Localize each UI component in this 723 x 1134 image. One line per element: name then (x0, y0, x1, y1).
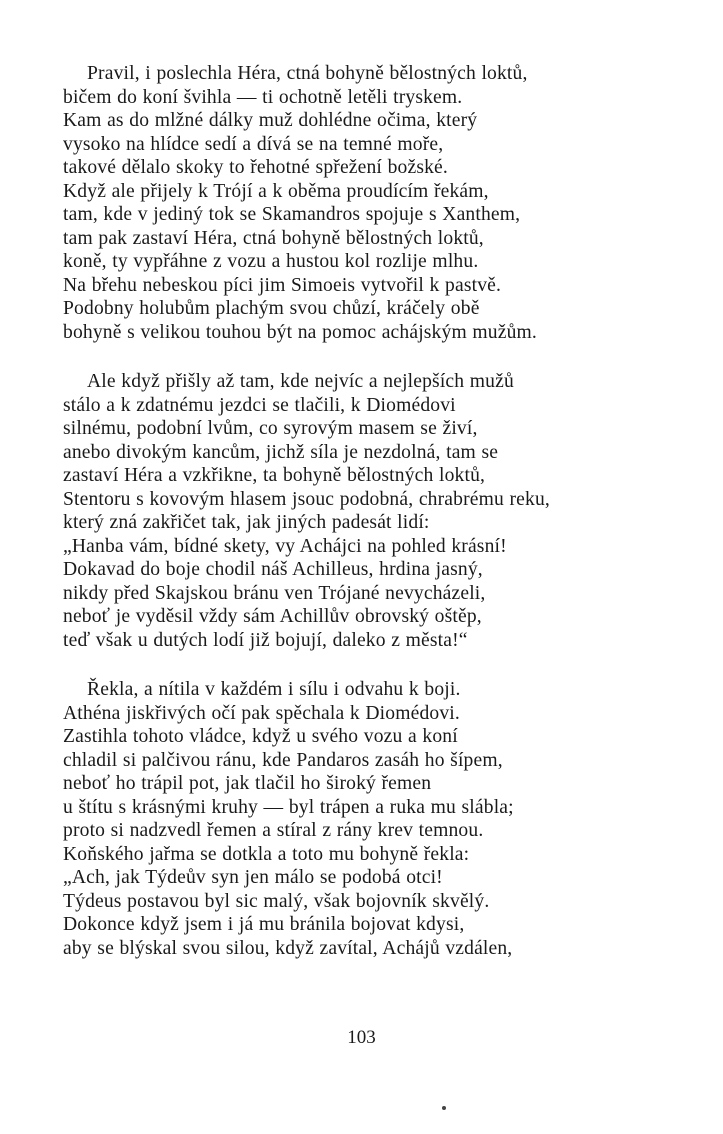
verse-line: bičem do koní švihla — ti ochotně letěli tryskem. (63, 86, 463, 108)
verse-line: anebo divokým kancům, jichž síla je nezdolná, tam se (63, 441, 499, 463)
stanza-3 (63, 678, 703, 960)
verse-line: Stentoru s kovovým hlasem jsouc podobná, chrabrému reku, (63, 488, 550, 510)
verse-line: tam, kde v jediný tok se Skamandros spojuje s Xanthem, (63, 204, 521, 225)
verse-line: stálo a k zdatnému jezdci se tlačili, k Diomédovi (63, 394, 456, 416)
print-speck (442, 1106, 446, 1110)
verse-line: proto si nadzvedl řemen a stíral z rány krev temnou. (63, 820, 484, 841)
stanza-2 (63, 370, 703, 652)
verse-line: Athéna jiskřivých očí pak spěchala k Diomédovi. (63, 702, 460, 724)
page-number: 103 (347, 1027, 376, 1048)
verse-line: teď však u dutých lodí již bojují, daleko z města!“ (63, 629, 468, 651)
verse-line: Dokavad do boje chodil náš Achilleus, hrdina jasný, (63, 559, 483, 580)
verse-line: koně, ty vypřáhne z vozu a hustou kol rozlije mlhu. (63, 251, 479, 272)
verse-line: neboť je vyděsil vždy sám Achillův obrovský oštěp, (63, 606, 482, 627)
verse-line: Podobny holubům plachým svou chůzí, kráčely obě (63, 298, 480, 319)
verse-line: Na břehu nebeskou píci jim Simoeis vytvořil k pastvě. (63, 274, 502, 296)
page-body (63, 62, 703, 960)
verse-line: bohyně s velikou touhou být na pomoc achájským mužům. (63, 321, 537, 343)
verse-line: který zná zakřičet tak, jak jiných padesát lidí: (63, 512, 430, 533)
verse-line: Koňského jařma se dotkla a toto mu bohyně řekla: (63, 843, 470, 865)
verse-line: Ale když přišly až tam, kde nejvíc a nejlepších mužů (87, 371, 514, 392)
verse-line: Dokonce když jsem i já mu bránila bojovat kdysi, (63, 914, 465, 935)
verse-line: „Ach, jak Týdeův syn jen málo se podobá otci! (63, 867, 443, 888)
verse-line: silnému, podobní lvům, co syrovým masem se živí, (63, 418, 478, 439)
verse-line: Zastihla tohoto vládce, když u svého vozu a koní (63, 726, 458, 747)
verse-line: Když ale přijely k Trójí a k oběma proudícím řekám, (63, 180, 489, 202)
verse-line: zastaví Héra a vzkřikne, ta bohyně bělostných loktů, (63, 465, 486, 486)
stanza-1 (63, 62, 703, 344)
verse-line: neboť ho trápil pot, jak tlačil ho široký řemen (63, 773, 432, 794)
verse-line: Pravil, i poslechla Héra, ctná bohyně bělostných loktů, (87, 63, 528, 84)
verse-line: Řekla, a nítila v každém i sílu i odvahu k boji. (87, 679, 461, 700)
verse-line: nikdy před Skajskou bránu ven Trójané nevycházeli, (63, 582, 486, 604)
verse-line: vysoko na hlídce sedí a dívá se na temné moře, (63, 133, 444, 155)
verse-line: u štítu s krásnými kruhy — byl trápen a ruka mu slábla; (63, 796, 514, 818)
verse-line: Kam as do mlžné dálky muž dohlédne očima, který (63, 110, 478, 131)
verse-line: takové dělalo skoky to řehotné spřežení božské. (63, 157, 448, 178)
verse-line: „Hanba vám, bídné skety, vy Achájci na pohled krásní! (63, 535, 507, 557)
verse-line: Týdeus postavou byl sic malý, však bojovník skvělý. (63, 890, 490, 912)
verse-line: chladil si palčivou ránu, kde Pandaros zasáh ho šípem, (63, 749, 503, 771)
verse-line: tam pak zastaví Héra, ctná bohyně bělostných loktů, (63, 227, 484, 249)
verse-line: aby se blýskal svou silou, když zavítal, Achájů vzdálen, (63, 937, 513, 959)
